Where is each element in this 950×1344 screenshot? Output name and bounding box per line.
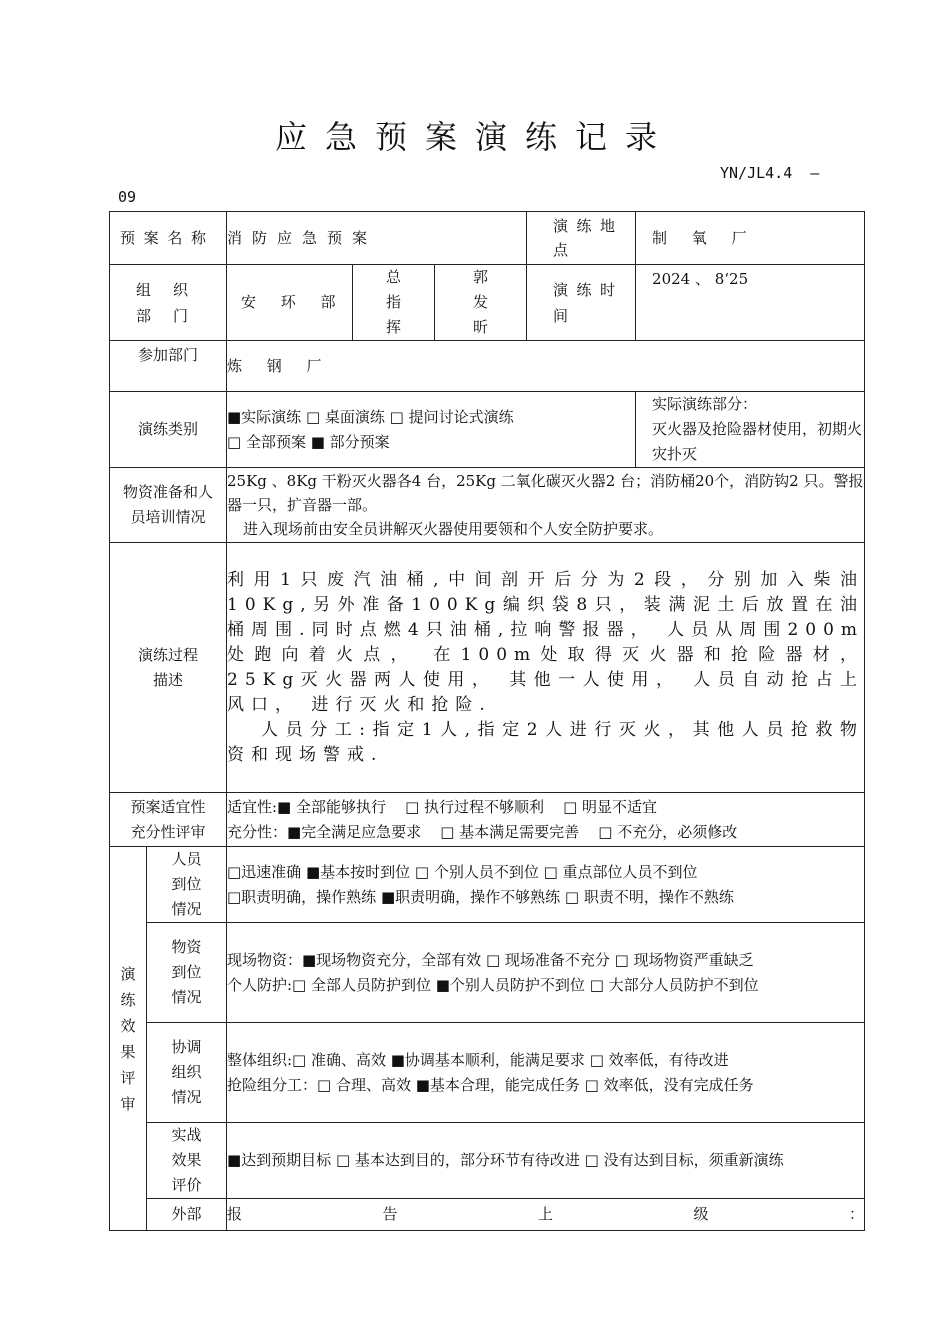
- process-paragraph-1: 利用1只废汽油桶,中间剖开后分为2段，分别加入柴油10Kg,另外准备100Kg编织袋8只，装满泥土后放置在油桶周围.同时点燃4只油桶,拉响警报器， 人员从周围200m处跑向着火点， 在100m处取得灭火器和抢险器材， 25Kg灭火器两人使用， 其他一人使用， 人员自动抢占上风口， 进行灭火和抢险.: [227, 569, 865, 715]
- suitability-content: [227, 793, 865, 847]
- personnel-line2: □职责明确，操作熟练 ■职责明确，操作不够熟练 □ 职责不明，操作不熟练: [227, 887, 734, 906]
- commander-name: 郭发昕: [473, 268, 489, 336]
- material-status-line1: 现场物资：■现场物资充分，全部有效 □ 现场准备不充分 □ 现场物资严重缺乏: [227, 950, 754, 969]
- personnel-label: 人员到位情况: [147, 847, 227, 923]
- suitability-line2: 充分性：■完全满足应急要求 □ 基本满足需要完善 □ 不充分，必须修改: [227, 822, 738, 841]
- document-number: YN/JL4.4 —: [720, 164, 820, 182]
- commander-label-text: 总指挥: [385, 268, 401, 336]
- materials-line2: 进入现场前由安全员讲解灭火器使用要领和个人安全防护要求。: [243, 520, 664, 538]
- coordination-label: 协调组织情况: [147, 1023, 227, 1123]
- participants-value: 炼 钢 厂: [227, 341, 865, 392]
- time-label: 演 练 时 间: [527, 265, 636, 341]
- row-external: [110, 1199, 865, 1231]
- materials-line1: 25Kg 、8Kg 干粉灭火器各4 台，25Kg 二氧化碳灭火器2 台；消防桶20个，消防钩2 只。警报器一只，扩音器一部。: [227, 472, 864, 514]
- location-value: 制 氧 厂: [636, 212, 865, 265]
- row-process: [110, 543, 865, 793]
- drill-type-options: [227, 392, 636, 468]
- process-content: [227, 543, 865, 793]
- row-personnel: [110, 847, 865, 923]
- commander-value: [435, 265, 527, 341]
- location-label: 演 练 地 点: [527, 212, 636, 265]
- coordination-line1: 整体组织:□ 准确、高效 ■协调基本顺利，能满足要求 □ 效率低，有待改进: [227, 1050, 729, 1069]
- row-coordination: [110, 1023, 865, 1123]
- org-label: 组 织 部 门: [110, 265, 227, 341]
- materials-label: 物资准备和人员培训情况: [110, 468, 227, 543]
- drill-type-label: 演练类别: [110, 392, 227, 468]
- page-title: 应急预案演练记录: [274, 118, 675, 156]
- result-content: ■达到预期目标 □ 基本达到目的，部分环节有待改进 □ 没有达到目标，须重新演练: [227, 1123, 865, 1199]
- plan-name-value: 消防应急预案: [227, 212, 527, 265]
- row-plan-name: [110, 212, 865, 265]
- external-label: 外部: [147, 1199, 227, 1231]
- eval-label: [110, 847, 147, 1231]
- document-number-continued: 09: [118, 188, 137, 206]
- personnel-content: [227, 847, 865, 923]
- material-status-line2: 个人防护:□ 全部人员防护到位 ■个别人员防护不到位 □ 大部分人员防护不到位: [227, 975, 759, 994]
- external-content: 报告上级：: [227, 1199, 865, 1231]
- actual-part: [636, 392, 865, 468]
- commander-label: [353, 265, 435, 341]
- suitability-label: 预案适宜性充分性评审: [110, 793, 227, 847]
- drill-type-line2: □ 全部预案 ■ 部分预案: [227, 432, 390, 451]
- drill-type-line1: ■实际演练 □ 桌面演练 □ 提问讨论式演练: [227, 407, 514, 426]
- process-label: 演练过程描述: [110, 543, 227, 793]
- personnel-line1: □迅速准确 ■基本按时到位 □ 个别人员不到位 □ 重点部位人员不到位: [227, 862, 698, 881]
- suitability-line1: 适宜性:■ 全部能够执行 □ 执行过程不够顺利 □ 明显不适宜: [227, 797, 658, 816]
- coordination-line2: 抢险组分工：□ 合理、高效 ■基本合理，能完成任务 □ 效率低，没有完成任务: [227, 1075, 754, 1094]
- drill-record-form: [109, 211, 865, 1231]
- row-participants: [110, 341, 865, 392]
- actual-part-value: 灭火器及抢险器材使用，初期火灾扑灭: [652, 420, 863, 463]
- row-suitability: [110, 793, 865, 847]
- org-value: 安 环 部: [227, 265, 353, 341]
- process-paragraph-2: 人员分工:指定1人,指定2人进行灭火，其他人员抢救物资和现场警戒.: [227, 719, 865, 765]
- row-drill-type: [110, 392, 865, 468]
- participants-label: 参加部门: [110, 341, 227, 392]
- actual-part-label: 实际演练部分：: [652, 395, 758, 413]
- plan-name-label: 预 案 名 称: [110, 212, 227, 265]
- result-label: 实战效果评价: [147, 1123, 227, 1199]
- row-material-status: [110, 923, 865, 1023]
- materials-content: [227, 468, 865, 543]
- eval-label-text: 演练效果评审: [120, 964, 136, 1113]
- coordination-content: [227, 1023, 865, 1123]
- row-organizer: [110, 265, 865, 341]
- row-materials: [110, 468, 865, 543]
- material-status-content: [227, 923, 865, 1023]
- time-value: 2024 、 8‘25: [636, 265, 865, 341]
- material-status-label: 物资到位情况: [147, 923, 227, 1023]
- row-result: [110, 1123, 865, 1199]
